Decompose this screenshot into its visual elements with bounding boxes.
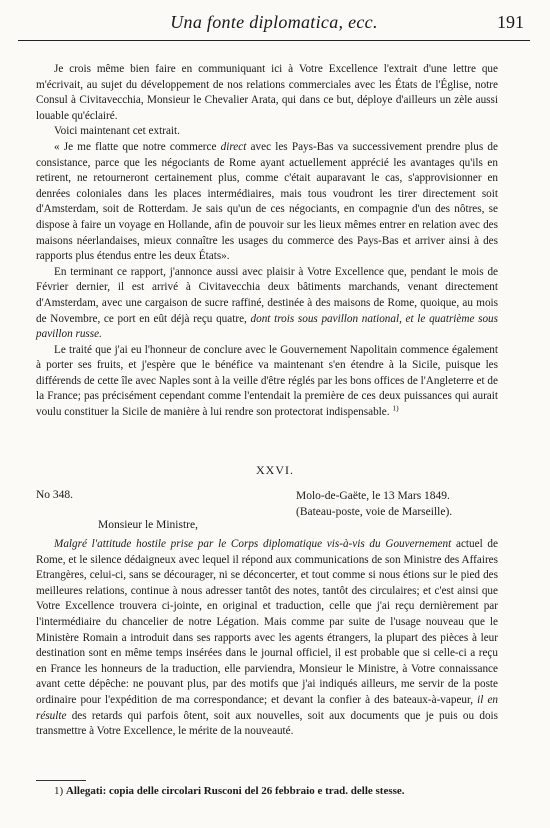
page-number: 191 [497, 12, 524, 32]
body-text-lower [36, 537, 498, 740]
body-text-upper [36, 62, 498, 421]
salutation: Monsieur le Ministre, [98, 519, 198, 531]
paragraph-quoted-extract [36, 140, 498, 265]
footnote-reference: 1) [392, 403, 399, 413]
footnote-divider [36, 780, 86, 781]
footnote-marker: 1) [54, 785, 64, 797]
letter-body-tail: des retards qui parfois ôtent, soit aux nouvelles, soit aux documents que je puis ou dois transmettre à Votre Excellence, le mérite de la nouveauté. [36, 709, 498, 738]
dispatch-route: (Bateau-poste, voie de Marseille). [296, 505, 453, 518]
paragraph-treaty-naples [36, 343, 498, 421]
paragraph-ships-arrival [36, 265, 498, 343]
emphasis-result: il en résulte [36, 693, 498, 722]
paragraph-consul-intro: Je crois même bien faire en communiquant ici à Votre Excellence l'extrait d'une lettre que m'écrivait, au sujet du développement de nos relations commerciales avec les États de l'Église, notre Consul à Civitavecchia, Monsieur le Chevalier Arata, qui dans ce but, déploye d'ailleurs un zèle aussi louable qu'éclairé. [36, 63, 498, 122]
dateline [296, 489, 452, 520]
section-number: XXVI. [256, 463, 294, 477]
quote-rest: avec les Pays-Bas va successivement prendre plus de consistance, parce que les négociants de Rome ayant actuellement apprécié les avantages qu'ils en retirent, ne retourneront certainement plus, comme c'était auparavant le cas, s'approvisionner en denrées coloniales dans les places intermédiaires, mais tous voudront les tirer directement soit d'Amsterdam, soit de Rotterdam. Je sais qu'un de ces négociants, en compagnie d'un des nôtres, se dispose à faire un voyage en Hollande, afin de pouvoir sur les lieux mêmes entrer en relation avec des maisons néerlandaises, mieux connaître les usages du commerce des Pays-Bas et arriver ainsi à des rapports plus étendus entre les deux États». [36, 140, 498, 263]
footnote [54, 785, 405, 797]
running-title: Una fonte diplomatica, ecc. [170, 12, 378, 32]
page-header [18, 10, 530, 41]
emphasis-opening: Malgré l'attitude hostile prise par le Corps diplomatique vis-à-vis du Gouvernement [54, 538, 452, 550]
emphasis-direct: direct [220, 140, 247, 153]
place-date: Molo-de-Gaëte, le 13 Mars 1849. [296, 490, 450, 502]
emphasis-flags: dont trois sous pavillon national, et le quatrième sous pavillon russe. [36, 312, 499, 341]
paragraph-extract-intro: Voici maintenant cet extrait. [54, 125, 180, 138]
ships-text: En terminant ce rapport, j'annonce aussi avec plaisir à Votre Excellence que, pendant le mois de Février dernier, il est arrivé à Civitavecchia deux bâtiments marchands, venant directement d'Amsterdam, avec une cargaison de sucre raffiné, destinée à des maisons de Rome, quoique, au mois de Novembre, ce port en eût déjà reçu quatre, [36, 265, 498, 325]
footnote-text: Allegati: copia delle circolari Rusconi del 26 febbraio e trad. delle stesse. [65, 785, 405, 797]
letter-body: actuel de Rome, et le silence dédaigneux avec lequel il répond aux communications de son Ministre des Affaires Etrangères, celui-ci, sans se décourager, ni se déconcerter, et tout comme si nous étions sur le pied des meilleures relations, continue à nous adresser tantôt des notes, tantôt des circulaires; et c'est ainsi que Votre Excellence trouvera ci-jointe, en original et traduction, celle que j'ai reçu dernièrement par l'intermédiaire du chancelier de notre Légation. Mais comme par suite de l'usage nouveau que le Ministère Romain a introduit dans ses rapports avec les agents étrangers, la plupart des pièces à leur destination sont en même temps insérées dans le journal officiel, il est probable que si celle-ci a reçu en France les honneurs de la traduction, elle parviendra, Monsieur le Ministre, à Votre connaissance avant cette dépêche: ne pouvant plus, par des motifs que j'ai indiqués ailleurs, me servir de la poste ordinaire pour l'expédition de ma correspondance; et devant la confier à des bateaux-à-vapeur, [36, 538, 498, 706]
document-number: No 348. [36, 489, 74, 501]
paragraph-diplomatic-corps [36, 537, 498, 740]
quote-open: « Je me flatte que notre commerce [54, 140, 221, 153]
treaty-text: Le traité que j'ai eu l'honneur de conclure avec le Gouvernement Napolitain commence également à porter ses fruits, et j'espère que le bénéfice va maintenant s'en étendre à la Sicile, puisque les différends de cette île avec Naples sont à la veille d'être réglés par les bons offices de l'Angleterre et de la France; pas précisément cependant comme l'entendait la première de ces deux puissances qui aurait voulu constituer la Sicile de manière à lui rendre son protectorat indispensable. [36, 343, 498, 419]
